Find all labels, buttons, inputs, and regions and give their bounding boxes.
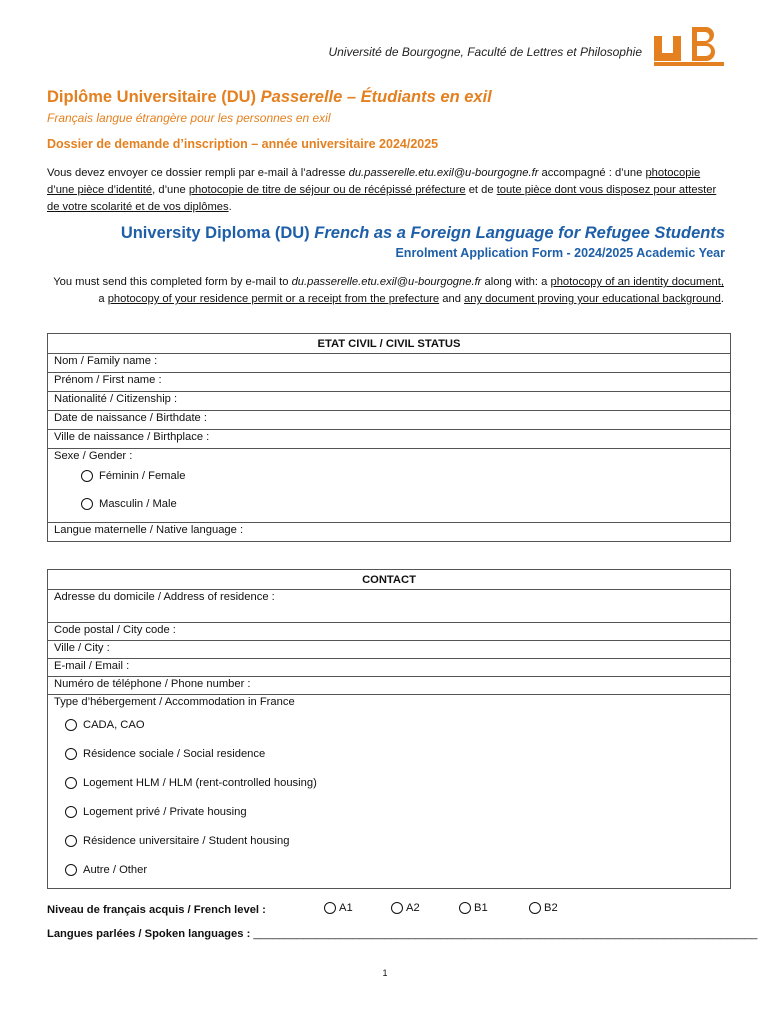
- spoken-languages-input-line[interactable]: _________________________________________________________________________________: [253, 928, 758, 940]
- radio-icon[interactable]: [324, 902, 336, 914]
- address-field[interactable]: Adresse du domicile / Address of residence :: [48, 590, 731, 623]
- postal-code-field[interactable]: Code postal / City code :: [48, 623, 731, 641]
- first-name-field[interactable]: Prénom / First name :: [48, 373, 731, 392]
- native-language-field[interactable]: Langue maternelle / Native language :: [48, 523, 731, 542]
- spoken-languages-label: Langues parlées / Spoken languages :: [47, 928, 254, 940]
- spoken-languages-row: [47, 928, 757, 940]
- french-level-label: Niveau de français acquis / French level :: [47, 904, 266, 916]
- email-field[interactable]: E-mail / Email :: [48, 659, 731, 677]
- level-option-b2[interactable]: B2: [529, 902, 558, 914]
- level-option-a1[interactable]: A1: [324, 902, 353, 914]
- instructions-fr: Vous devez envoyer ce dossier rempli par e-mail à l’adresse du.passerelle.etu.exil@u-bourgogne.fr accompagné : d’une photocopie d’une pièce d’identité, d’une photocopie de titre de séjour ou de récépissé préfecture et de toute pièce dont vous disposez pour attester de votre scolarité et de vos diplômes.: [47, 167, 717, 213]
- contact-email: du.passerelle.etu.exil@u-bourgogne.fr: [348, 167, 539, 179]
- title-en: University Diploma (DU) French as a Foreign Language for Refugee Students: [120, 224, 725, 242]
- radio-icon[interactable]: [81, 498, 93, 510]
- radio-icon[interactable]: [65, 864, 77, 876]
- title-fr: Diplôme Universitaire (DU) Passerelle – Étudiants en exil: [47, 88, 492, 106]
- accommodation-option-private-housing[interactable]: Logement privé / Private housing: [65, 797, 724, 826]
- accommodation-option-cada-cao[interactable]: CADA, CAO: [65, 710, 724, 739]
- gender-option-male[interactable]: Masculin / Male: [54, 490, 724, 518]
- accommodation-option-hlm-housing[interactable]: Logement HLM / HLM (rent-controlled housing): [65, 768, 724, 797]
- gender-cell: [48, 449, 731, 523]
- civil-status-heading: ETAT CIVIL / CIVIL STATUS: [48, 334, 731, 354]
- page-number: 1: [382, 968, 388, 978]
- radio-icon[interactable]: [391, 902, 403, 914]
- level-option-a2[interactable]: A2: [391, 902, 420, 914]
- gender-option-female[interactable]: Féminin / Female: [54, 462, 724, 490]
- citizenship-field[interactable]: Nationalité / Citizenship :: [48, 392, 731, 411]
- phone-field[interactable]: Numéro de téléphone / Phone number :: [48, 677, 731, 695]
- contact-email: du.passerelle.etu.exil@u-bourgogne.fr: [291, 276, 482, 288]
- contact-heading: CONTACT: [48, 570, 731, 590]
- university-logo: [652, 25, 726, 67]
- city-field[interactable]: Ville / City :: [48, 641, 731, 659]
- radio-icon[interactable]: [529, 902, 541, 914]
- level-option-b1[interactable]: B1: [459, 902, 488, 914]
- contact-table: [47, 569, 731, 889]
- accommodation-option-other[interactable]: Autre / Other: [65, 855, 724, 884]
- family-name-field[interactable]: Nom / Family name :: [48, 354, 731, 373]
- accommodation-label: Type d’hébergement / Accommodation in France: [54, 696, 295, 708]
- instructions-en: You must send this completed form by e-mail to du.passerelle.etu.exil@u-bourgogne.fr along with: a photocopy of an identity document, a photocopy of your residence permit or a receipt from the prefecture and any document proving your educational background.: [53, 276, 724, 305]
- accommodation-cell: [48, 695, 731, 889]
- french-level-row: [47, 902, 737, 920]
- radio-icon[interactable]: [65, 719, 77, 731]
- radio-icon[interactable]: [65, 748, 77, 760]
- subtitle-en: Enrolment Application Form - 2024/2025 Academic Year: [395, 246, 725, 260]
- birthplace-field[interactable]: Ville de naissance / Birthplace :: [48, 430, 731, 449]
- accommodation-option-social-residence[interactable]: Résidence sociale / Social residence: [65, 739, 724, 768]
- radio-icon[interactable]: [65, 806, 77, 818]
- civil-status-table: [47, 333, 731, 542]
- gender-label: Sexe / Gender :: [54, 450, 133, 462]
- radio-icon[interactable]: [81, 470, 93, 482]
- radio-icon[interactable]: [459, 902, 471, 914]
- accommodation-option-student-housing[interactable]: Résidence universitaire / Student housing: [65, 826, 724, 855]
- radio-icon[interactable]: [65, 777, 77, 789]
- dossier-heading: Dossier de demande d’inscription – année universitaire 2024/2025: [47, 137, 439, 151]
- university-header: Université de Bourgogne, Faculté de Lettres et Philosophie: [328, 45, 642, 59]
- birthdate-field[interactable]: Date de naissance / Birthdate :: [48, 411, 731, 430]
- subtitle-fr: Français langue étrangère pour les personnes en exil: [47, 111, 331, 125]
- radio-icon[interactable]: [65, 835, 77, 847]
